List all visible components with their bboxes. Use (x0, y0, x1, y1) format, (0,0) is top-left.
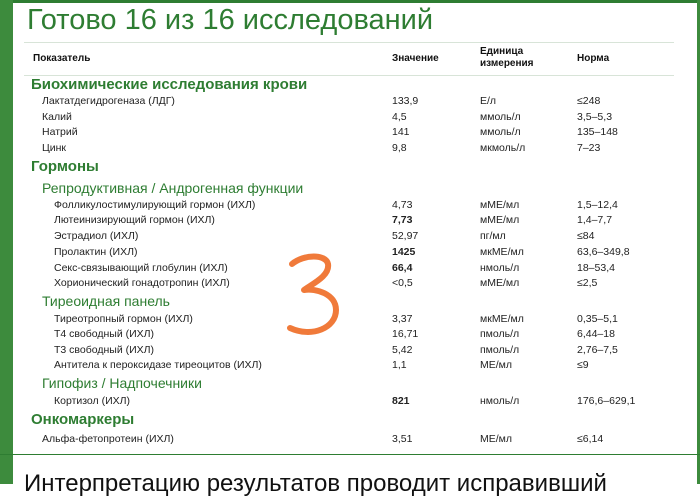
header-top-divider (24, 42, 674, 43)
row-name: Кортизол (ИХЛ) (54, 395, 131, 407)
column-header-unit-line1: Единица (480, 46, 524, 57)
row-name: Натрий (42, 126, 78, 138)
row-norm: 6,44–18 (577, 328, 615, 340)
row-norm: 0,35–5,1 (577, 313, 618, 325)
row-norm: 63,6–349,8 (577, 246, 630, 258)
row-name: Пролактин (ИХЛ) (54, 246, 138, 258)
row-norm: ≤2,5 (577, 277, 598, 289)
row-norm: 3,5–5,3 (577, 111, 613, 123)
row-value: <0,5 (392, 277, 413, 289)
row-value: 141 (392, 126, 410, 138)
column-header-value: Значение (392, 53, 439, 64)
subsection-title-reproductive: Репродуктивная / Андрогенная функции (42, 180, 304, 196)
row-value-flagged: 7,73 (392, 214, 413, 226)
row-unit: нмоль/л (480, 395, 520, 407)
section-title-hormones: Гормоны (31, 158, 99, 175)
row-value-flagged: 1425 (392, 246, 416, 258)
row-value: 9,8 (392, 142, 407, 154)
row-unit: мМЕ/мл (480, 199, 520, 211)
row-norm: ≤9 (577, 359, 589, 371)
row-norm: 135–148 (577, 126, 618, 138)
row-unit: МЕ/мл (480, 359, 513, 371)
page-title: Готово 16 из 16 исследований (27, 4, 434, 36)
handwritten-three-scribble (282, 250, 342, 340)
left-accent-bar (0, 0, 13, 484)
interpretation-note: Интерпретацию результатов проводит исправивший (24, 470, 607, 497)
row-name: Секс-связывающий глобулин (ИХЛ) (54, 262, 228, 274)
row-norm: 1,4–7,7 (577, 214, 613, 226)
row-value: 1,1 (392, 359, 407, 371)
row-unit: ммоль/л (480, 111, 521, 123)
row-value: 4,73 (392, 199, 413, 211)
top-accent-line (0, 0, 700, 3)
row-norm: 18–53,4 (577, 262, 615, 274)
row-unit: пг/мл (480, 230, 506, 242)
row-value: 4,5 (392, 111, 407, 123)
column-header-norm: Норма (577, 53, 610, 64)
row-name: Фолликулостимулирующий гормон (ИХЛ) (54, 199, 256, 211)
row-name: Тиреотропный гормон (ИХЛ) (54, 313, 193, 325)
row-name: Калий (42, 111, 72, 123)
row-value-flagged: 821 (392, 395, 410, 407)
row-value: 52,97 (392, 230, 419, 242)
row-norm: ≤84 (577, 230, 595, 242)
row-value: 3,51 (392, 433, 413, 445)
row-norm: 1,5–12,4 (577, 199, 618, 211)
row-name: Т3 свободный (ИХЛ) (54, 344, 155, 356)
row-unit: мкмоль/л (480, 142, 526, 154)
row-unit: Е/л (480, 95, 497, 107)
column-header-indicator: Показатель (33, 53, 91, 64)
row-name: Эстрадиол (ИХЛ) (54, 230, 139, 242)
section-title-biochemistry: Биохимические исследования крови (31, 76, 308, 93)
row-name: Альфа-фетопротеин (ИХЛ) (42, 433, 174, 445)
row-unit: МЕ/мл (480, 433, 513, 445)
row-name: Лютеинизирующий гормон (ИХЛ) (54, 214, 215, 226)
row-unit: нмоль/л (480, 262, 520, 274)
row-unit: мкМЕ/мл (480, 246, 524, 258)
subsection-title-pituitary: Гипофиз / Надпочечники (42, 375, 202, 391)
column-header-unit-line2: измерения (480, 58, 534, 69)
row-value: 16,71 (392, 328, 419, 340)
scribble-stroke (290, 257, 336, 332)
row-unit: пмоль/л (480, 344, 520, 356)
row-name: Хорионический гонадотропин (ИХЛ) (54, 277, 230, 289)
row-value: 133,9 (392, 95, 419, 107)
row-unit: мкМЕ/мл (480, 313, 524, 325)
row-norm: ≤248 (577, 95, 601, 107)
row-unit: мМЕ/мл (480, 277, 520, 289)
row-norm: 2,76–7,5 (577, 344, 618, 356)
table-bottom-divider (0, 454, 700, 455)
row-value: 3,37 (392, 313, 413, 325)
row-name: Лактатдегидрогеназа (ЛДГ) (42, 95, 175, 107)
section-title-tumor-markers: Онкомаркеры (31, 411, 135, 428)
row-value: 5,42 (392, 344, 413, 356)
row-unit: пмоль/л (480, 328, 520, 340)
subsection-title-thyroid: Тиреоидная панель (42, 293, 170, 309)
row-norm: ≤6,14 (577, 433, 604, 445)
row-name: Т4 свободный (ИХЛ) (54, 328, 155, 340)
row-norm: 176,6–629,1 (577, 395, 636, 407)
row-norm: 7–23 (577, 142, 601, 154)
row-name: Антитела к пероксидазе тиреоцитов (ИХЛ) (54, 359, 262, 371)
row-value-flagged: 66,4 (392, 262, 413, 274)
row-unit: ммоль/л (480, 126, 521, 138)
row-unit: мМЕ/мл (480, 214, 520, 226)
row-name: Цинк (42, 142, 67, 154)
